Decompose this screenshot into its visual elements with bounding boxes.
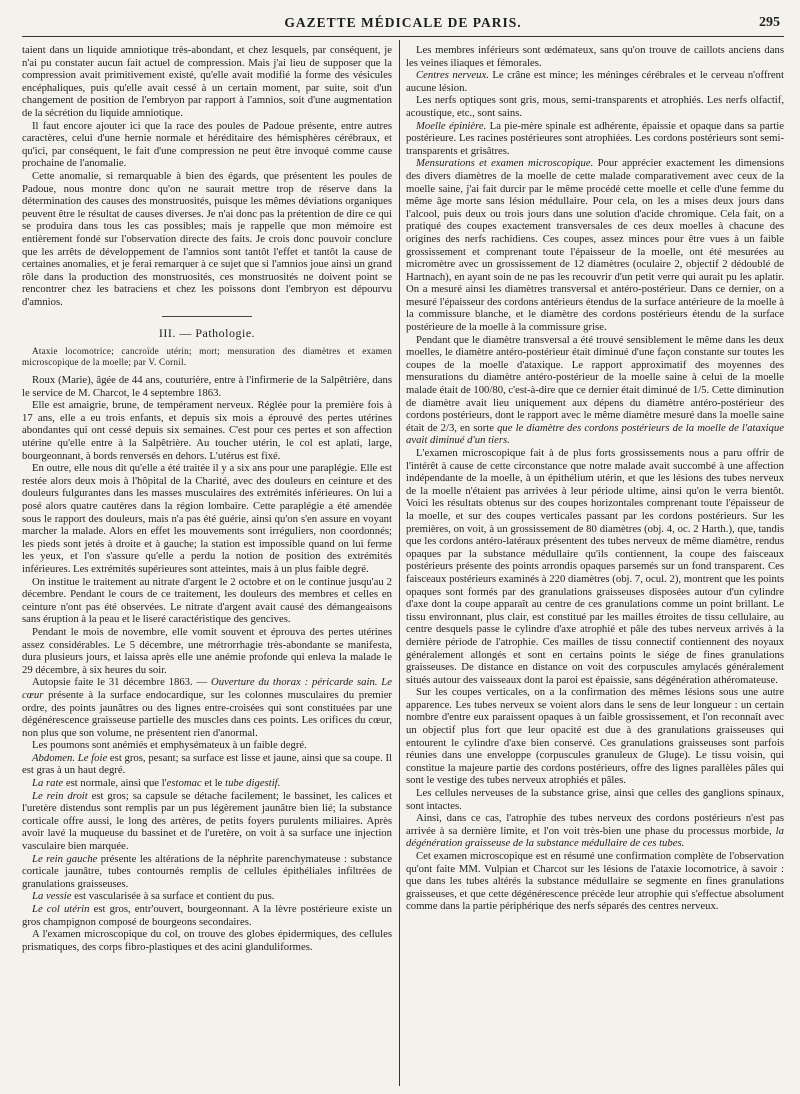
paragraph: Les poumons sont anémiés et emphysémateux à un faible degré.	[32, 739, 307, 752]
emphasis: Centres nerveux.	[416, 69, 489, 82]
column-rule	[399, 40, 400, 1086]
text-run: présente les altérations de la néphrite parenchymateuse : substance corticale jaunâtre, tubes contournés remplis de cellules épithéliales infiltrées de granulations graisseuses.	[22, 852, 392, 890]
text-run: est normale, ainsi que l'	[63, 777, 167, 790]
text-run: La pie-mère spinale est adhérente, épaissie et opaque dans sa partie postérieure. Les racines postérieures sont atrophiées. Les cordons postérieurs sont semi-transparents et grisâtres.	[406, 119, 784, 157]
paragraph: A l'examen microscopique du col, on trouve des globes épidermiques, des cellules prismatiques, des corps fibro-plastiques et des acini glanduliformes.	[22, 928, 392, 953]
text-run: Ainsi, dans ce cas, l'atrophie des tubes nerveux des cordons postérieurs n'est pas arrivée à sa dernière limite, et l'on voit très-bien une phase du processus morbide,	[406, 812, 784, 837]
paragraph: Il faut encore ajouter ici que la race des poules de Padoue présente, entre autres caractères, celui d'une hernie normale et héréditaire des hémisphères cérébraux, et qu'ici, par conséquent, le fait d'une compression ne peut être invoqué comme cause prochaine de l'anomalie.	[22, 119, 392, 170]
section-separator	[162, 316, 252, 317]
paragraph: Sur les coupes verticales, on a la confirmation des mêmes lésions sous une autre apparence. Les tubes nerveux se voient alors dans le sens de leur longueur : un certain nombre d'entre eux paraissent opaques à un faible grossissement, et l'on reconnaît avec un objectif plus fort que leur opacité est due à des granulations graisseuses qui entourent le cylindre d'axe bien conservé. Ces granulations graisseuses sont parfois réunies dans une enveloppe (corpuscules granuleux de Gluge). Le tissu voisin, qui constitue la majeure partie des cordons postérieurs, offre des lignes parallèles pâles qui sont le vestige des tubes nerveux atrophiés et pâles.	[406, 686, 784, 787]
paragraph	[406, 812, 784, 850]
emphasis: Abdomen. Le foie	[32, 751, 108, 764]
paragraph: taient dans un liquide amniotique très-abondant, et chez lesquels, par conséquent, je n'ai pu constater aucun fait actuel de compression. Mais j'ai lieu de supposer que la compression avait primitivement existé, qu'elle avait modifié la forme des vésicules encéphaliques, puis qu'elle avait cessé à un certain moment, par suite, soit d'un changement de position de l'embryon par rapport à l'amnios, soit d'une augmentation de la sécrétion du liquide amniotique.	[22, 44, 392, 119]
paragraph: Roux (Marie), âgée de 44 ans, couturière, entre à l'infirmerie de la Salpêtrière, dans le service de M. Charcot, le 4 septembre 1863.	[22, 374, 392, 399]
text-run: est vascularisée à sa surface et contient du pus.	[71, 890, 275, 903]
text-run: Le crâne est mince; les méninges cérébrales et le cerveau n'offrent aucune lésion.	[406, 69, 784, 94]
paragraph: Elle est amaigrie, brune, de tempérament nerveux. Réglée pour la première fois à 17 ans, elle a eu trois enfants, et depuis six mois a éprouvé des pertes utérines abondantes qui ont cessé depuis six semaines. C'est pour ces pertes et son affection utérine qu'elle entre à la Salpêtrière. Au toucher utérin, le col est aplati, large, bourgeonnant, à bords renversés en dehors. L'utérus est fixé.	[22, 399, 392, 462]
paragraph	[22, 853, 392, 891]
text-run: Pendant que le diamètre transversal a été trouvé sensiblement le même dans les deux moelles, le diamètre antéro-postérieur était diminué d'une façon constante sur toutes les coupes de la moelle d'ataxique. Le rapport approximatif des moyennes des mensurations du diamètre antéro-postérieur de la moelle saine à celui de la moelle malade était de 100/80, c'est-à-dire que ce dernier était diminué de 1/5. Cette diminution de diamètre avait lieu uniquement aux dépens du diamètre antéro-postérieur des cordons postérieurs, dont le rapport avec le même diamètre mesuré dans la moelle saine était de 2/3, en sorte	[406, 333, 784, 434]
paragraph	[406, 120, 784, 158]
page-number: 295	[759, 15, 780, 30]
emphasis: Le rein gauche	[32, 852, 98, 865]
emphasis: La vessie	[32, 890, 72, 903]
emphasis: Le rein droit	[32, 789, 88, 802]
paragraph	[22, 752, 392, 777]
text-run: Pour apprécier exactement les dimensions des divers diamètres de la moelle de cette malade comparativement avec ceux de la moelle saine, j'ai fait durcir par le même procédé cette moelle et celle d'une femme du même âge morte sans lésion médullaire. Pour cela, on les a mises deux jours dans l'alcool, puis deux ou trois jours dans une solution d'acide chromique. Cela fait, on a pratiqué des coupes exactement transversales de ces deux moelles à chacune des origines des nerfs rachidiens. Ces coupes, assez minces pour être vues à un faible grossissement et comprenant toute l'épaisseur de la moelle, ont été mesurées au micromètre avec un grossissement de 12 diamètres (oculaire 2, objectif 2 dédoublé de Hartnach), en ayant soin de ne pas les recouvrir d'un petit verre qui aurait pu les aplatir. On a mesuré ainsi les diamètres transversal et antéro-postérieur. Dans ce dernier, on a mesuré l'épaisseur des cordons antérieurs étendus de la surface antérieure de la moelle à la commissure blanche, et le diamètre des cordons postérieurs étendu de la surface postérieure de la moelle à la commissure grise.	[406, 157, 784, 334]
paragraph: Les nerfs optiques sont gris, mous, semi-transparents et atrophiés. Les nerfs olfactif, acoustique, etc., sont sains.	[406, 94, 784, 119]
paragraph: Pendant le mois de novembre, elle vomit souvent et éprouva des pertes utérines assez considérables. Le 5 décembre, une métrorrhagie très-abondante se manifesta, dura plusieurs jours, et laissa après elle une anémie profonde qui enleva la malade le 29 décembre, à six heures du soir.	[22, 625, 392, 676]
paragraph: Les cellules nerveuses de la substance grise, ainsi que celles des ganglions spinaux, sont intactes.	[406, 787, 784, 812]
emphasis: Le col utérin	[32, 903, 90, 915]
text-run: est gros; sa capsule se détache facilement; le bassinet, les calices et l'uretère distendus sont remplis par un pus légèrement jaunâtre bien lié; la substance corticale offre aussi, le long des artères, de petits foyers purulents miliaires. Après avoir lavé la muqueuse du bassinet et de l'uretère, on voit à sa surface une injection vasculaire bien marquée.	[22, 789, 392, 853]
paragraph	[22, 890, 392, 903]
paragraph	[406, 334, 784, 447]
paragraph: L'examen microscopique fait à de plus forts grossissements nous a paru offrir de l'intérêt à cause de cette circonstance que notre malade avait succombé à une affection indépendante de la moelle, à un épithélium utérin, et que les lésions des tubes nerveux de la moelle n'étaient pas arrivées à leur période ultime, ainsi qu'on le verra bientôt. Voici les résultats obtenus sur des coupes horizontales comprenant toute l'épaisseur de la moelle, et sur des coupes verticales passant par les cordons postérieurs. Sur les premières, on voit, à un grossissement de 80 diamètres (obj. 4, oc. 2 Harth.), que, tandis que les cordons antéro-latéraux présentent des tubes nerveux de même diamètre, rendus opaques par la substance médullaire qu'ils contiennent, la coupe des faisceaux postérieurs présente des points arrondis opaques parsemés sur un fond transparent. Ces faisceaux postérieurs examinés à 220 diamètres (obj. 7, ocul. 2), montrent que les points opaques sont formés par des granulations graisseuses disposées autour d'un cylindre d'axe dont la coupe apparaît au centre de ces granulations comme un point brillant. Le tissu environnant, plus clair, est constitué par les mailles étroites de tissu cellulaire, au centre desquels passe le cylindre d'axe atrophié et pâle des tubes nerveux arrivés à la dernière période de l'atrophie. Ces mailles de tissu connectif contiennent des noyaux généralement allongés et sont en certains points le siége de fines granulations graisseuses. De distance en distance on voit des corpuscules amylacés généralement situés autour des vaisseaux dont la paroi est épaissie, sans dégénération athéromateuse.	[406, 447, 784, 686]
paragraph	[406, 69, 784, 94]
emphasis: La rate	[32, 777, 64, 790]
case-title: Ataxie locomotrice; cancroïde utérin; mort; mensuration des diamètres et examen microscopique de la moelle; par V. Cornil.	[22, 346, 392, 368]
emphasis: estomac	[166, 777, 202, 790]
paragraph	[22, 777, 392, 790]
text-run: est gros, entr'ouvert, bourgeonnant. A la lèvre postérieure existe un gros champignon composé de bourgeons secondaires.	[22, 903, 392, 928]
emphasis: Mensurations et examen microscopique.	[416, 157, 594, 170]
paragraph: On institue le traitement au nitrate d'argent le 2 octobre et on le continue jusqu'au 2 décembre. Pendant le cours de ce traitement, les douleurs des membres et celles en ceinture n'ont pas été observées. Le nitrate d'argent avait causé des démangeaisons sans éruption à la peau et le liseré caractéristique des gencives.	[22, 575, 392, 626]
paragraph: En outre, elle nous dit qu'elle a été traitée il y a six ans pour une paraplégie. Elle est restée alors deux mois à l'hôpital de la Charité, avec des douleurs en ceinture et des douleurs fulgurantes dans les masses musculaires des extrémités inférieures. On lui a posé alors quatre cautères dans la région lombaire. Cette paraplégie a été amendée sous le rapport des douleurs, mais n'a pas été guérie, ainsi qu'on s'en assure en voyant marcher la malade. Alors en effet les mouvements sont irréguliers, non coordonnés; les pieds sont jetés à droite et à gauche; la station est impossible quand on lui ferme les yeux, et l'on s'assure qu'elle a perdu la notion de position des extrémités inférieures. Les extrémités supérieures sont atteintes, mais à un plus faible degré.	[22, 462, 392, 575]
emphasis: que le diamètre des cordons postérieurs de la moelle de l'ataxique avait diminué d'un tiers.	[406, 421, 784, 447]
text-run: et le	[201, 777, 226, 790]
paragraph: Les membres inférieurs sont œdémateux, sans qu'on trouve de caillots anciens dans les veines iliaques et fémorales.	[406, 44, 784, 69]
emphasis: tube digestif.	[225, 777, 281, 790]
text-run: présente à la surface endocardique, sur les colonnes musculaires du premier ordre, des points jaunâtres ou des lignes entre-croisées qui sont constituées par une dégénérescence graisseuse partielle des muscles dans ces points. Les orifices du cœur, non plus que son volume, ne présentent rien d'anormal.	[22, 688, 392, 739]
right-column	[406, 44, 784, 1086]
paragraph: Cet examen microscopique est en résumé une confirmation complète de l'observation qu'ont faite MM. Vulpian et Charcot sur les lésions de l'ataxie locomotrice, à savoir : que dans les tubes altérés la substance médullaire se segmente en fines granulations graisseuses, et que cette dégénérescence précède leur atrophie qui s'effectue absolument comme dans la partie périphérique des nerfs séparés des centres nerveux.	[406, 850, 784, 913]
paragraph	[22, 790, 392, 853]
paragraph	[406, 157, 784, 333]
running-header	[22, 14, 784, 37]
section-title: III. — Pathologie.	[158, 326, 256, 341]
emphasis: Ouverture du thorax : péricarde sain. Le cœur	[22, 676, 392, 701]
journal-title: GAZETTE MÉDICALE DE PARIS.	[284, 15, 522, 30]
autopsy-paragraph	[22, 676, 392, 739]
autopsy-lead: Autopsie faite le 31 décembre 1863. —	[32, 676, 212, 689]
paragraph: Cette anomalie, si remarquable à bien des égards, que présentent les poules de Padoue, nous montre donc qu'on ne saurait mettre trop de réserve dans la détermination des causes des monstruosités, puisque les mêmes déviations organiques peuvent être le résultat de causes diverses. Je n'ai donc pas la prétention de dire ce qui se produira dans tous les cas possibles; mais je rappelle que mon mémoire est entièrement fondé sur l'observation directe des faits. Je crois donc pouvoir conclure que les arrêts de développement de l'amnios sont tantôt l'effet et tantôt la cause de certaines anomalies, et je ferai remarquer à ce sujet que si l'amnios joue ainsi un grand rôle dans la production des monstruosités, ces monstruosités ne doivent point se rencontrer chez les batraciens et chez les poissons dont l'embryon est dépourvu d'amnios.	[22, 169, 392, 308]
paragraph	[22, 903, 392, 928]
emphasis: la dégénération graisseuse de la substance médullaire de ces tubes.	[406, 824, 784, 850]
text-run: est gros, pesant; sa surface est lisse et jaune, ainsi que sa coupe. Il est gras à un haut degré.	[22, 751, 392, 777]
left-column	[22, 44, 392, 1086]
emphasis: Moelle épinière.	[416, 119, 487, 132]
